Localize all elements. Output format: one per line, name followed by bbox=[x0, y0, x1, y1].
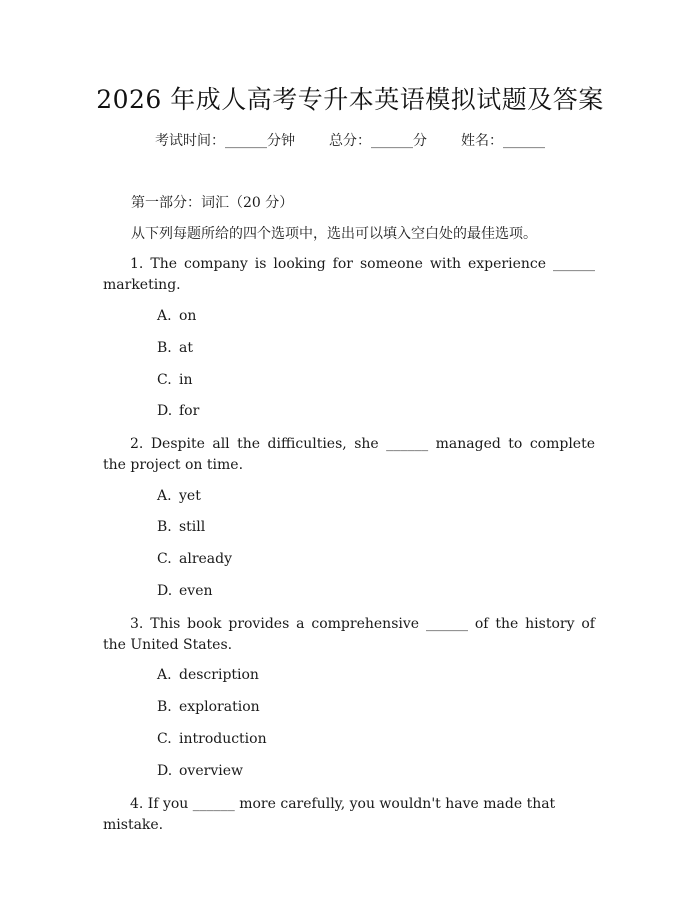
option-text: still bbox=[179, 519, 206, 535]
total-score-field: 总分：______分 bbox=[329, 133, 427, 149]
section-instruction: 从下列每题所给的四个选项中，选出可以填入空白处的最佳选项。 bbox=[131, 226, 537, 242]
option-letter: B. bbox=[157, 699, 172, 715]
option-text: introduction bbox=[179, 731, 267, 747]
question-3-option-c bbox=[157, 731, 267, 747]
question-2: 2. Despite all the difficulties, she ______ managed to complete the project on time. bbox=[103, 436, 595, 473]
option-text: overview bbox=[179, 763, 243, 779]
question-3-option-b bbox=[157, 699, 260, 715]
option-letter: A. bbox=[157, 308, 172, 324]
option-text: at bbox=[179, 340, 193, 356]
option-letter: C. bbox=[157, 731, 172, 747]
option-text: on bbox=[179, 308, 197, 324]
option-letter: D. bbox=[157, 763, 173, 779]
option-text: even bbox=[179, 583, 213, 599]
option-letter: B. bbox=[157, 519, 172, 535]
option-text: already bbox=[179, 551, 233, 567]
option-letter: C. bbox=[157, 372, 172, 388]
question-2-option-b bbox=[157, 519, 205, 535]
question-1-option-d bbox=[157, 403, 199, 419]
name-field: 姓名：______ bbox=[461, 133, 545, 149]
option-text: description bbox=[179, 667, 259, 683]
question-2-option-a bbox=[157, 488, 201, 504]
option-letter: C. bbox=[157, 551, 172, 567]
option-letter: A. bbox=[157, 667, 172, 683]
option-text: yet bbox=[179, 488, 201, 504]
question-4: 4. If you ______ more carefully, you wouldn't have made that mistake. bbox=[103, 796, 556, 833]
question-1: 1. The company is looking for someone with experience ______ marketing. bbox=[103, 256, 595, 293]
option-text: for bbox=[179, 403, 200, 419]
option-text: exploration bbox=[179, 699, 260, 715]
question-3-option-a bbox=[157, 667, 259, 683]
option-letter: B. bbox=[157, 340, 172, 356]
question-1-option-a bbox=[157, 308, 196, 324]
question-2-option-c bbox=[157, 551, 232, 567]
question-1-option-b bbox=[157, 340, 193, 356]
question-1-option-c bbox=[157, 372, 193, 388]
option-letter: D. bbox=[157, 403, 173, 419]
section-heading: 第一部分：词汇（20 分） bbox=[131, 195, 294, 211]
exam-meta bbox=[0, 130, 700, 150]
exam-time-field: 考试时间：______分钟 bbox=[155, 133, 295, 149]
option-letter: D. bbox=[157, 583, 173, 599]
question-3: 3. This book provides a comprehensive ______ of the history of the United States. bbox=[103, 616, 595, 653]
question-3-option-d bbox=[157, 763, 243, 779]
question-2-option-d bbox=[157, 583, 213, 599]
option-text: in bbox=[179, 372, 193, 388]
page-title: 2026 年成人高考专升本英语模拟试题及答案 bbox=[96, 85, 604, 114]
option-letter: A. bbox=[157, 488, 172, 504]
